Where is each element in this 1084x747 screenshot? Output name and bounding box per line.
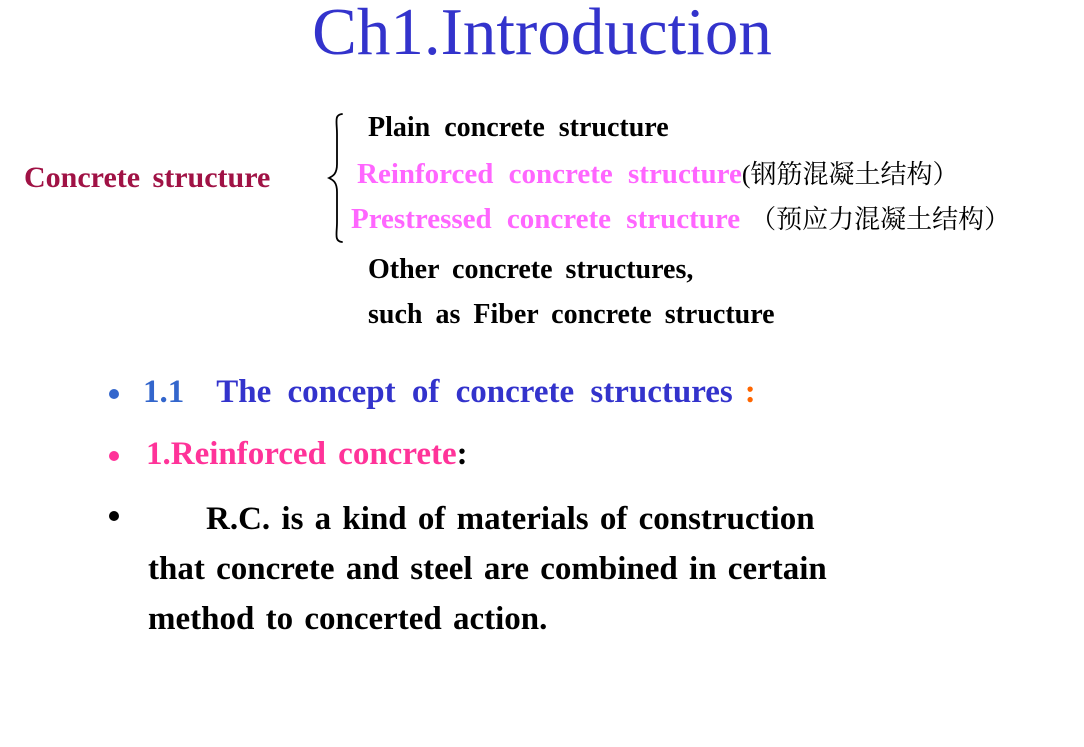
- bullet-1-colon: :: [744, 374, 756, 410]
- diagram-root-label: Concrete structure: [24, 161, 271, 194]
- left-brace-shape: [324, 112, 346, 244]
- bullet-1-number: 1.1: [143, 374, 185, 410]
- slide-title: Ch1.Introduction: [312, 0, 772, 69]
- bullet-2-colon: :: [456, 436, 468, 472]
- diagram-item-prestressed: [351, 201, 1010, 238]
- bullet-marker-2: [109, 451, 119, 461]
- bullet-marker-3: [109, 511, 119, 521]
- bullet-1-text: The concept of concrete structures: [216, 374, 733, 410]
- bullet-item-concept: [143, 372, 756, 412]
- diagram-item-plain-label: Plain concrete structure: [368, 112, 669, 143]
- rc-definition-line-2: that concrete and steel are combined in certain: [148, 551, 827, 587]
- diagram-item-plain: [368, 110, 669, 146]
- diagram-item-suchas-label: such as Fiber concrete structure: [368, 299, 775, 330]
- bullet-2-text: 1.Reinforced concrete: [146, 436, 457, 472]
- bullet-item-reinforced-concrete: [146, 434, 468, 474]
- diagram-item-prestressed-label: Prestressed concrete structure: [351, 203, 741, 235]
- bullet-marker-1: [109, 389, 119, 399]
- diagram-item-other-label: Other concrete structures,: [368, 254, 694, 285]
- diagram-item-reinforced-label: Reinforced concrete structure: [357, 158, 742, 190]
- bullet-item-rc-definition: [148, 494, 827, 644]
- diagram-item-prestressed-note: （预应力混凝土结构）: [750, 205, 1011, 234]
- diagram-item-other: [368, 252, 693, 288]
- diagram-item-suchas: [368, 297, 775, 333]
- rc-definition-line-3: method to concerted action.: [148, 601, 548, 637]
- diagram-item-reinforced-note: (钢筋混凝土结构）: [741, 160, 959, 189]
- diagram-item-reinforced: [357, 156, 959, 193]
- rc-definition-line-1: R.C. is a kind of materials of construction: [206, 501, 815, 537]
